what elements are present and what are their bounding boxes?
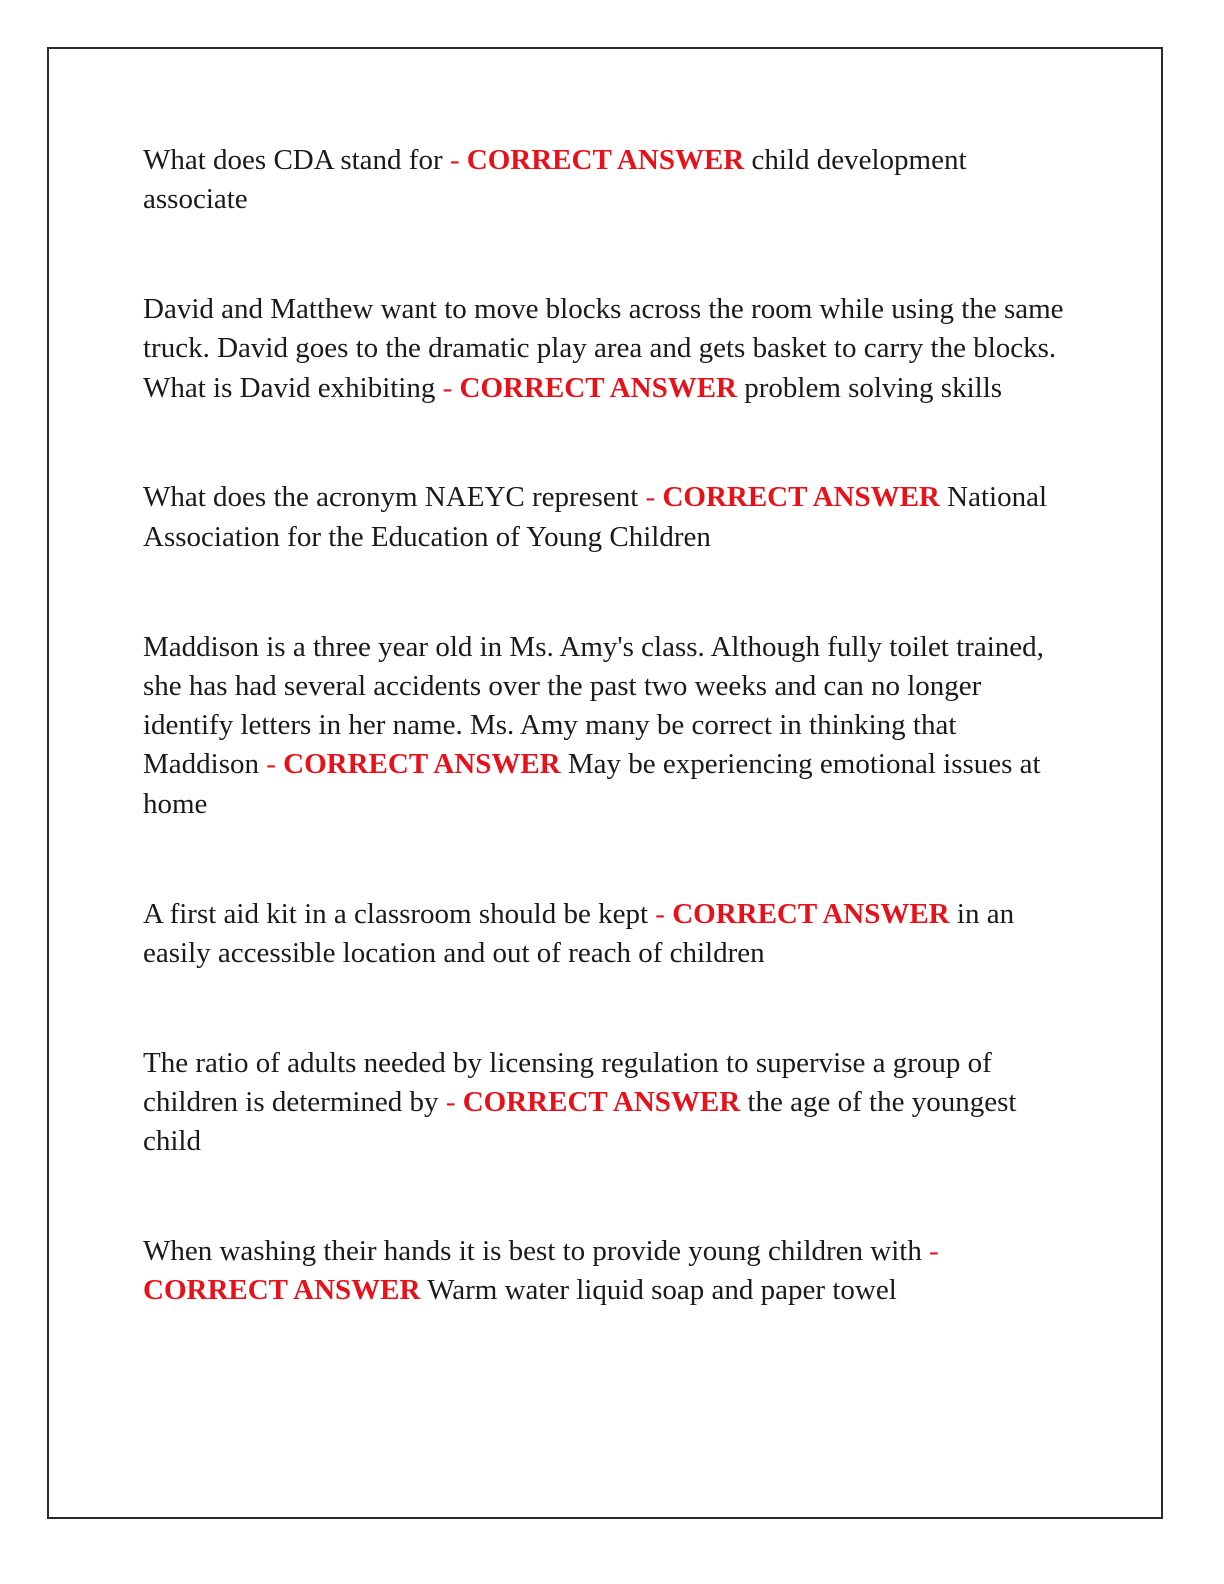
question-text: David and Matthew want to move blocks across the room while using the same truck. David goes to the dramatic play area and gets basket to carry the blocks. What is David exhibiting: [143, 293, 1064, 404]
label-separator: -: [645, 481, 656, 514]
question-text: A first aid kit in a classroom should be kept: [143, 897, 649, 930]
correct-answer-label: CORRECT ANSWER: [459, 371, 737, 404]
qa-list: [143, 141, 1068, 1381]
answer-text: problem solving skills: [744, 371, 1003, 404]
qa-item-6: [143, 1044, 1068, 1162]
question-text: What does CDA stand for: [143, 144, 443, 176]
question-text: Maddison is a three year old in Ms. Amy's class. Although fully toilet trained, she has had several accidents over the past two weeks and can no longer identify letters in her name. Ms. Amy many be correct in thinking that Maddison: [143, 630, 1044, 781]
label-separator: -: [449, 144, 460, 176]
label-separator: -: [655, 897, 665, 930]
label-separator: -: [266, 748, 276, 781]
answer-text: Warm water liquid soap and paper towel: [427, 1274, 897, 1307]
label-separator: -: [929, 1235, 939, 1268]
answer-text: National Association for the Education of Young Children: [143, 481, 1047, 553]
qa-item-4: [143, 628, 1068, 824]
correct-answer-label: CORRECT ANSWER: [143, 1274, 421, 1307]
correct-answer-label: CORRECT ANSWER: [462, 1085, 741, 1118]
question-text: The ratio of adults needed by licensing regulation to supervise a group of children is determined by: [143, 1046, 992, 1118]
qa-item-2: [143, 290, 1068, 408]
question-text: When washing their hands it is best to provide young children with: [143, 1235, 922, 1268]
qa-item-1: [143, 141, 1068, 220]
qa-item-5: [143, 895, 1068, 974]
correct-answer-label: CORRECT ANSWER: [662, 481, 940, 514]
answer-text: May be experiencing emotional issues at home: [143, 748, 1041, 820]
correct-answer-label: CORRECT ANSWER: [283, 748, 561, 781]
answer-text: in an easily accessible location and out of reach of children: [143, 897, 1015, 969]
answer-text: child development associate: [143, 144, 967, 216]
correct-answer-label: CORRECT ANSWER: [466, 144, 745, 176]
label-separator: -: [442, 371, 453, 404]
correct-answer-label: CORRECT ANSWER: [672, 897, 950, 930]
qa-item-7: [143, 1232, 1068, 1311]
question-text: What does the acronym NAEYC represent: [143, 481, 639, 514]
label-separator: -: [445, 1085, 456, 1118]
qa-item-3: [143, 478, 1068, 557]
answer-text: the age of the youngest child: [143, 1085, 1017, 1158]
